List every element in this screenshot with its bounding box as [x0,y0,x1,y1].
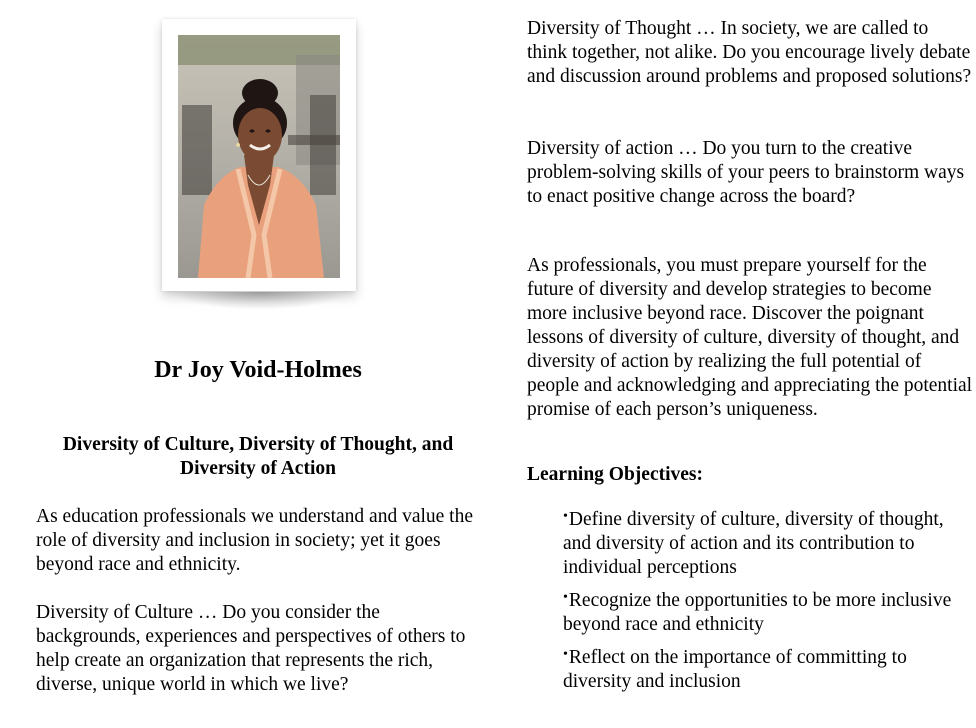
speaker-photo-frame [162,19,356,291]
objective-text: Recognize the opportunities to be more inclusive beyond race and ethnicity [563,590,952,635]
learning-objectives-heading: Learning Objectives: [527,464,704,485]
culture-paragraph: Diversity of Culture … Do you consider the backgrounds, experiences and perspectives of others to help create an organization that represents the rich, diverse, unique world in which we live? [36,602,466,695]
objective-text: Reflect on the importance of committing to diversity and inclusion [563,647,907,692]
objective-item [563,505,973,580]
speaker-photo [178,35,340,278]
photo-shadow [170,292,348,310]
objective-item [563,643,973,694]
session-title: Diversity of Culture, Diversity of Thought, and Diversity of Action [62,434,454,479]
action-paragraph: Diversity of action … Do you turn to the creative problem-solving skills of your peers to brainstorm ways to enact positive change across the board? [527,138,965,207]
summary-paragraph: As professionals, you must prepare yourself for the future of diversity and develop strategies to become more inclusive beyond race. Discover the poignant lessons of diversity of culture, diversity of thought, and diversity of action by realizing the full potential of people and acknowledging and appreciating the potential promise of each person’s uniqueness. [527,255,973,420]
objective-text: Define diversity of culture, diversity of thought, and diversity of action and its contribution to individual perceptions [563,509,944,578]
speaker-name: Dr Joy Void-Holmes [154,357,362,383]
intro-paragraph: As education professionals we understand and value the role of diversity and inclusion in society; yet it goes beyond race and ethnicity. [36,506,473,575]
objective-item [563,586,973,637]
learning-objectives-list [563,505,973,700]
bullet-icon: • [563,509,568,524]
thought-paragraph: Diversity of Thought … In society, we are called to think together, not alike. Do you encourage lively debate and discussion around problems and proposed solutions? [527,18,972,87]
bullet-icon: • [563,590,568,605]
bullet-icon: • [563,647,568,662]
